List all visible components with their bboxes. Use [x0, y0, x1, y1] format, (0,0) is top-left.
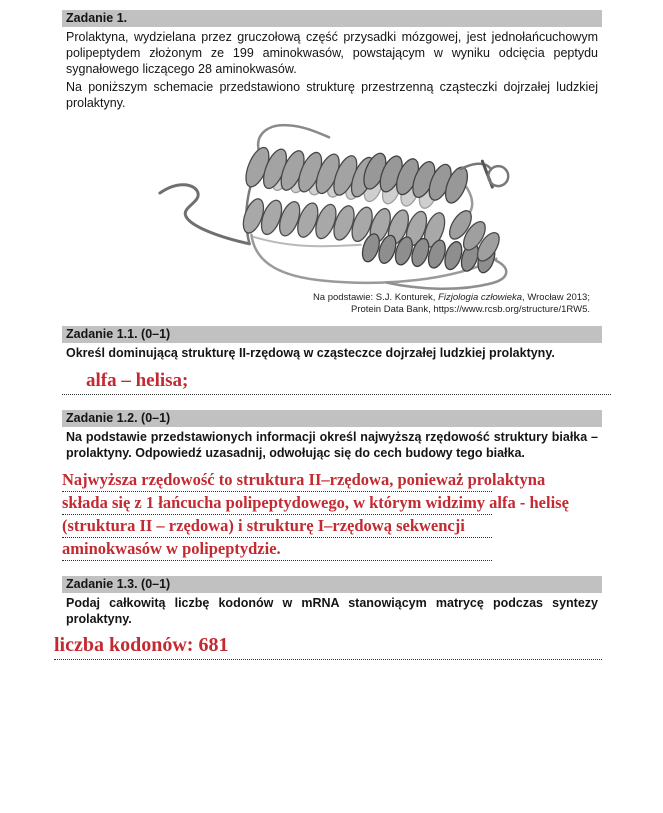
- task1-header-bar: [62, 10, 602, 27]
- task1-1-header-bar: [62, 326, 602, 343]
- task1-2-header-bar: [62, 410, 602, 427]
- task1-1-question: Określ dominującą strukturę II-rzędową w cząsteczce dojrzałej ludzkiej prolaktyny.: [66, 346, 555, 360]
- task1-2-answer-line-1[interactable]: Najwyższa rzędowość to struktura II–rzędowa, ponieważ prolaktyna: [62, 469, 492, 492]
- task1-intro-paragraph-1: Prolaktyna, wydzielana przez gruczołową część przysadki mózgowej, jest jednołańcuchowym polipeptydem złożonym ze 199 aminokwasów, powstającym w wyniku odcięcia peptydu sygnałowego liczącego 28 aminokwasów.: [66, 30, 598, 76]
- task1-2-answer-field[interactable]: [62, 469, 602, 561]
- citation-suffix: , Wrocław 2013;: [522, 292, 590, 303]
- task1-1-answer-text: alfa – helisa;: [86, 370, 189, 391]
- task1-2-answer-line-4[interactable]: aminokwasów w polipeptydzie.: [62, 538, 492, 561]
- task1-2-header-label: Zadanie 1.2. (0–1): [66, 411, 171, 425]
- task1-2-answer-line-2[interactable]: składa się z 1 łańcucha polipeptydowego, w którym widzimy alfa - helisę: [62, 492, 492, 515]
- task1-1-header-label: Zadanie 1.1. (0–1): [66, 327, 171, 341]
- task1-3-answer-field[interactable]: [54, 633, 602, 660]
- task1-3-header-bar: [62, 576, 602, 593]
- citation-line-1: [62, 292, 590, 304]
- citation-prefix: Na podstawie: S.J. Konturek,: [312, 292, 439, 303]
- task1-header-label: Zadanie 1.: [66, 11, 128, 25]
- task1-intro-paragraph-2: Na poniższym schemacie przedstawiono strukturę przestrzenną cząsteczki dojrzałej ludzkiej prolaktyny.: [66, 80, 598, 110]
- task1-2-answer-line-3[interactable]: (struktura II – rzędowa) i strukturę I–rzędową sekwencji: [62, 515, 492, 538]
- citation-line-2: Protein Data Bank, https://www.rcsb.org/structure/1RW5.: [350, 303, 590, 315]
- figure-source-citation: [62, 292, 602, 315]
- protein-ribbon-diagram-icon: [132, 113, 560, 291]
- citation-book-title: Fizjologia człowieka: [438, 292, 523, 303]
- task1-3-question: Podaj całkowitą liczbę kodonów w mRNA stanowiącym matrycę podczas syntezy prolaktyny.: [66, 595, 598, 626]
- protein-structure-figure: [62, 113, 602, 291]
- task1-3-header-label: Zadanie 1.3. (0–1): [66, 576, 171, 591]
- task1-1-answer-field[interactable]: [62, 370, 611, 395]
- task1-3-answer-text: liczba kodonów: 681: [54, 633, 229, 656]
- task1-2-question: Na podstawie przedstawionych informacji określ najwyższą rzędowość struktury białka – prolaktyny. Odpowiedź uzasadnij, odwołując się do cech budowy tego białka.: [66, 430, 598, 460]
